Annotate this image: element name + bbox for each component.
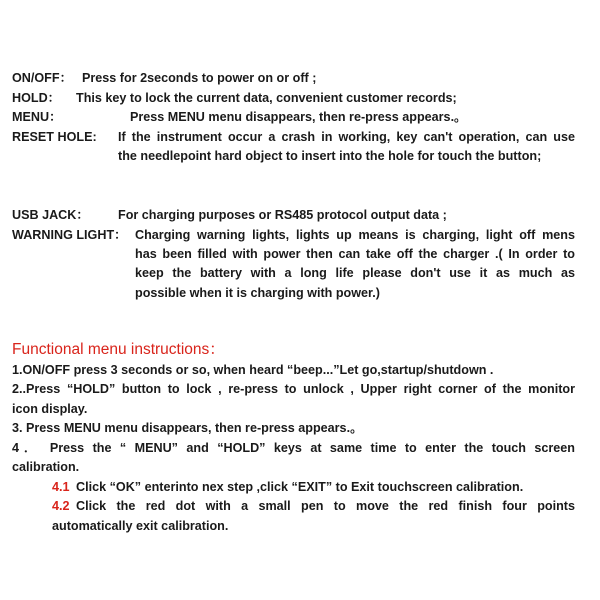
sub-step-4-1-number: 4.1 [52,480,70,494]
warning-light-description-line4: possible when it is charging with power.) [135,286,380,300]
reset-hole-description-line2: the needlepoint hard object to insert into the hole for touch the button; [118,149,542,163]
sub-step-4-2-number: 4.2 [52,499,70,513]
reset-hole-label: RESET HOLE: [12,130,97,144]
hold-label: HOLD： [12,91,61,105]
instruction-2-line2: icon display. [12,402,88,416]
onoff-description: Press for 2seconds to power on or off ; [82,71,317,85]
reset-hole-description-line1: If the instrument occur a crash in working, key can't operation, can use [118,130,575,144]
onoff-label: ON/OFF： [12,71,73,85]
sub-step-4-1-text: Click “OK” enterinto nex step ,click “EXIT” to Exit touchscreen calibration. [76,480,524,494]
instruction-3: 3. Press MENU menu disappears, then re-press appears.。 [12,421,363,435]
sub-step-4-2-line2: automatically exit calibration. [52,519,229,533]
instruction-2-line1: 2..Press “HOLD” button to lock , re-press to unlock , Upper right corner of the monitor [12,382,575,396]
instruction-4-line1: 4． Press the “ MENU” and “HOLD” keys at same time to enter the touch screen [12,441,575,455]
sub-step-4-2-line1: Click the red dot with a small pen to move the red finish four points [76,499,575,513]
functional-menu-heading: Functional menu instructions： [12,341,225,358]
warning-light-description-line3: keep the battery with a long life please don't use it as much as [135,266,575,280]
instruction-4-line2: calibration. [12,460,80,474]
warning-light-description-line1: Charging warning lights, lights up means is charging, light off mens [135,228,575,242]
usb-jack-description: For charging purposes or RS485 protocol output data ; [118,208,447,222]
menu-description: Press MENU menu disappears, then re-press appears.。 [130,110,467,124]
instruction-1: 1.ON/OFF press 3 seconds or so, when heard “beep...”Let go,startup/shutdown . [12,363,494,377]
hold-description: This key to lock the current data, convenient customer records; [76,91,457,105]
warning-light-label: WARNING LIGHT： [12,228,127,242]
warning-light-description-line2: has been filled with power then can take off the charger .( In order to [135,247,575,261]
usb-jack-label: USB JACK： [12,208,89,222]
menu-label: MENU： [12,110,62,124]
